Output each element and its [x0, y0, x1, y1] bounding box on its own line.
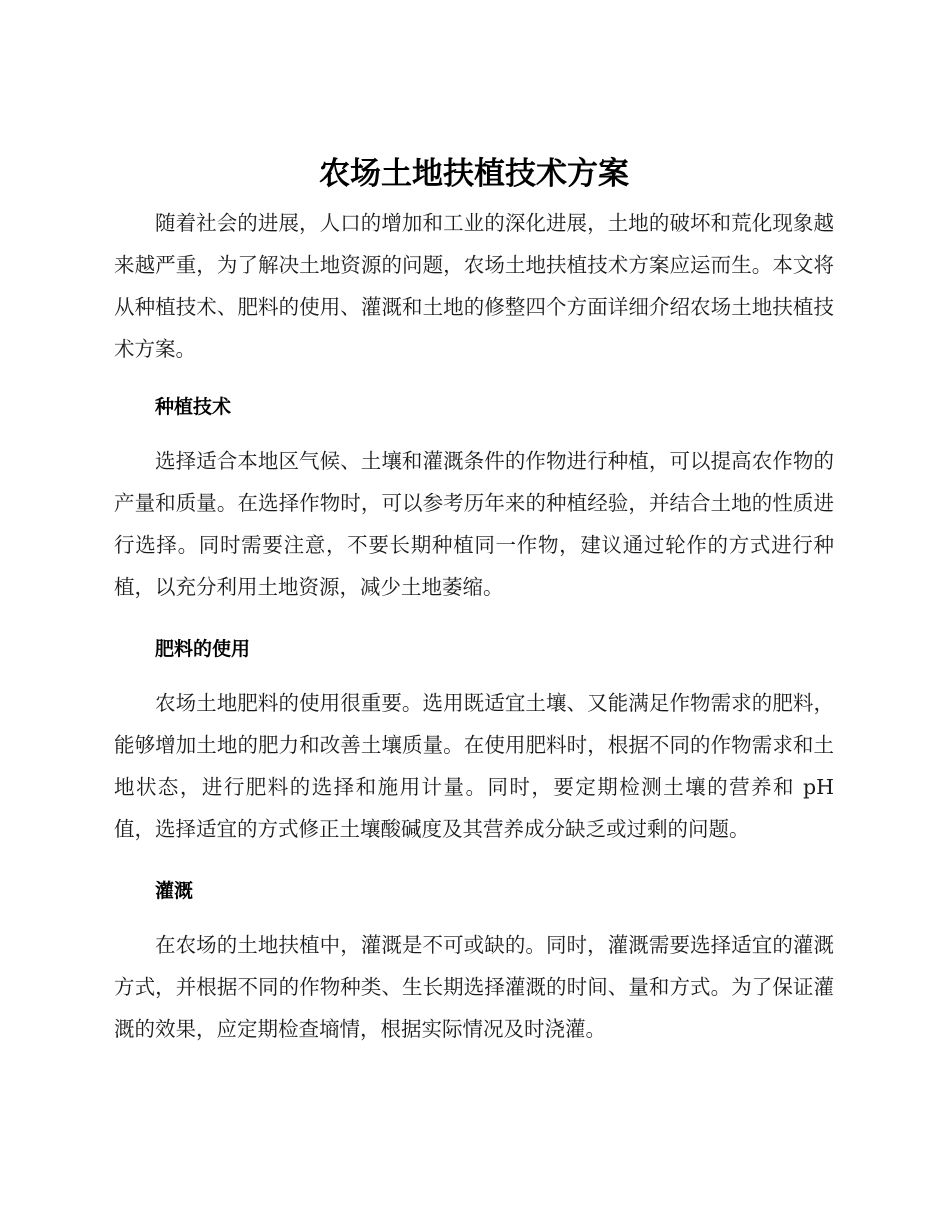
- document-title: 农场土地扶植技术方案: [319, 156, 629, 192]
- section-heading-fertilizer: 肥料的使用: [155, 638, 251, 660]
- document-content: [114, 148, 834, 1054]
- section-fertilizer: [114, 612, 834, 850]
- section-body-fertilizer: 农场土地肥料的使用很重要。选用既适宜土壤、又能满足作物需求的肥料，能够增加土地的肥力和改善土壤质量。在使用肥料时，根据不同的作物需求和土地状态，进行肥料的选择和施用计量。同时，要定期检测土壤的营养和 pH 值，选择适宜的方式修正土壤酸碱度及其营养成分缺乏或过剩的问题。: [114, 691, 834, 841]
- section-body-irrigation: 在农场的土地扶植中，灌溉是不可或缺的。同时，灌溉需要选择适宜的灌溉方式，并根据不同的作物种类、生长期选择灌溉的时间、量和方式。为了保证灌溉的效果，应定期检查墒情，根据实际情况及时浇灌。: [114, 933, 834, 1041]
- section-body-planting: 选择适合本地区气候、土壤和灌溉条件的作物进行种植，可以提高农作物的产量和质量。在选择作物时，可以参考历年来的种植经验，并结合土地的性质进行选择。同时需要注意，不要长期种植同一作物，建议通过轮作的方式进行种植，以充分利用土地资源，减少土地萎缩。: [114, 449, 834, 599]
- section-heading-irrigation: 灌溉: [155, 880, 194, 902]
- section-irrigation: [114, 854, 834, 1050]
- section-heading-planting: 种植技术: [155, 396, 232, 418]
- intro-paragraph: 随着社会的进展，人口的增加和工业的深化进展，土地的破坏和荒化现象越来越严重，为了解决土地资源的问题，农场土地扶植技术方案应运而生。本文将从种植技术、肥料的使用、灌溉和土地的修整四个方面详细介绍农场土地扶植技术方案。: [114, 211, 834, 361]
- section-planting: [114, 370, 834, 608]
